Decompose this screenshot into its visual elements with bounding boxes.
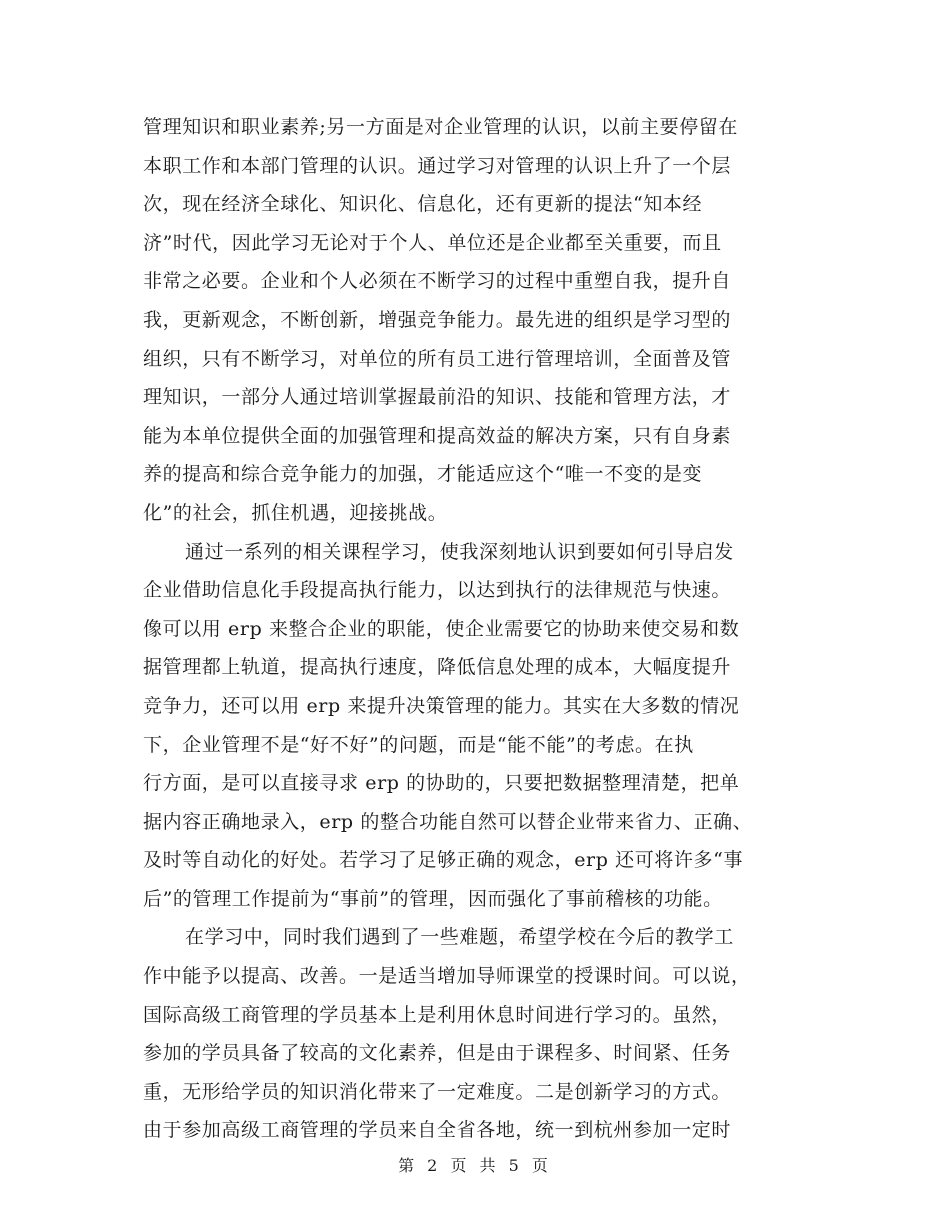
- text-line: 据内容正确地录入，erp 的整合功能自然可以替企业带来省力、正确、: [143, 810, 753, 833]
- page-number-footer: 第 2 页 共 5 页: [398, 1156, 552, 1175]
- paragraph-start-line: 通过一系列的相关课程学习，使我深刻地认识到要如何引导启发: [185, 540, 734, 563]
- text-line: 及时等自动化的好处。若学习了足够正确的观念，erp 还可将许多“事: [143, 849, 744, 872]
- text-line: 组织，只有不断学习，对单位的所有员工进行管理培训，全面普及管: [143, 347, 732, 370]
- text-line: 国际高级工商管理的学员基本上是利用休息时间进行学习的。虽然，: [143, 1003, 732, 1026]
- text-line: 次，现在经济全球化、知识化、信息化，还有更新的提法“知本经: [143, 193, 703, 216]
- text-line: 作中能予以提高、改善。一是适当增加导师课堂的授课时间。可以说，: [143, 965, 751, 988]
- text-line: 后”的管理工作提前为“事前”的管理，因而强化了事前稽核的功能。: [143, 887, 723, 910]
- text-line: 企业借助信息化手段提高执行能力，以达到执行的法律规范与快速。: [143, 579, 732, 602]
- text-line: 据管理都上轨道，提高执行速度，降低信息处理的成本，大幅度提升: [143, 656, 732, 679]
- text-line: 由于参加高级工商管理的学员来自全省各地，统一到杭州参加一定时: [143, 1119, 732, 1142]
- text-line: 我，更新观念，不断创新，增强竞争能力。最先进的组织是学习型的: [143, 308, 732, 331]
- text-line: 化”的社会，抓住机遇，迎接挑战。: [143, 501, 448, 524]
- text-line: 非常之必要。企业和个人必须在不断学习的过程中重塑自我，提升自: [143, 270, 732, 293]
- text-line: 管理知识和职业素养;另一方面是对企业管理的认识，以前主要停留在: [143, 116, 739, 138]
- text-line: 重，无形给学员的知识消化带来了一定难度。二是创新学习的方式。: [143, 1080, 732, 1103]
- document-body: [143, 108, 815, 1150]
- text-line: 像可以用 erp 来整合企业的职能，使企业需要它的协助来使交易和数: [143, 617, 740, 640]
- paragraph-start-line: 在学习中，同时我们遇到了一些难题，希望学校在今后的教学工: [185, 926, 734, 949]
- text-line: 下，企业管理不是“好不好”的问题，而是“能不能”的考虑。在执: [143, 733, 694, 756]
- text-line: 理知识，一部分人通过培训掌握最前沿的知识、技能和管理方法，才: [143, 386, 732, 409]
- text-line: 行方面，是可以直接寻求 erp 的协助的，只要把数据整理清楚，把单: [143, 772, 740, 795]
- text-line: 济”时代，因此学习无论对于个人、单位还是企业都至关重要，而且: [143, 231, 722, 254]
- text-line: 参加的学员具备了较高的文化素养，但是由于课程多、时间紧、任务: [143, 1042, 732, 1065]
- text-line: 养的提高和综合竞争能力的加强，才能适应这个“唯一不变的是变: [143, 463, 703, 486]
- text-line: 竞争力，还可以用 erp 来提升决策管理的能力。其实在大多数的情况: [143, 694, 740, 717]
- text-line: 本职工作和本部门管理的认识。通过学习对管理的认识上升了一个层: [143, 154, 732, 177]
- text-line: 能为本单位提供全面的加强管理和提高效益的解决方案，只有自身素: [143, 424, 732, 447]
